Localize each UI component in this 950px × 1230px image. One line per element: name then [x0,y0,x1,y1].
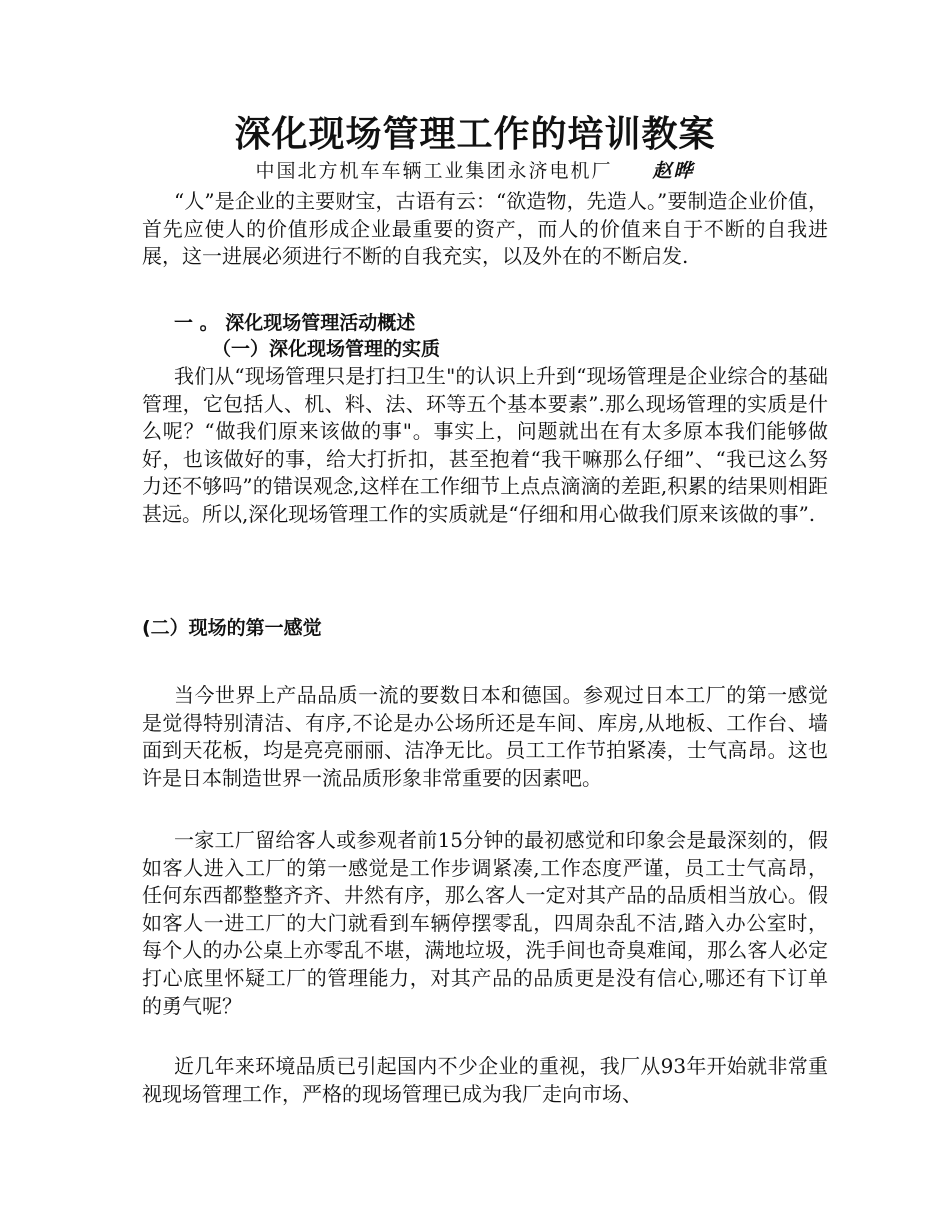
paragraph-recent-years: 近几年来环境品质已引起国内不少企业的重视，我厂从93年开始就非常重视现场管理工作，严格的现场管理已成为我厂走向市场、 [142,1054,828,1106]
section-heading-1: 一 。 深化现场管理活动概述 [174,312,416,334]
intro-paragraph: “人”是企业的主要财宝，古语有云：“欲造物，先造人。”要制造企业价值，首先应使人的价值形成企业最重要的资产，而人的价值来自于不断的自我进展，这一进展必须进行不断的自我充实，以及外在的不断启发. [142,189,828,269]
document-title: 深化现场管理工作的培训教案 [234,113,716,155]
paragraph-essence: 我们从“现场管理只是打扫卫生"的认识上升到“现场管理是企业综合的基础管理，它包括人、机、料、法、环等五个基本要素”.那么现场管理的实质是什么呢？“做我们原来该做的事"。事实上，问题就出在有太多原本我们能够做好，也该做好的事，给大打折扣，甚至抱着“我干嘛那么仔细”、“我已这么努力还不够吗”的错误观念,这样在工作细节上点点滴滴的差距,积累的结果则相距甚远。所以,深化现场管理工作的实质就是“仔细和用心做我们原来该做的事”. [142,364,828,526]
document-subtitle [0,158,950,184]
paragraph-first-15-minutes: 一家工厂留给客人或参观者前15分钟的最初感觉和印象会是最深刻的，假如客人进入工厂的第一感觉是工作步调紧凑,工作态度严谨，员工士气高昂，任何东西都整整齐齐、井然有序，那么客人一定对其产品的品质相当放心。假如客人一进工厂的大门就看到车辆停摆零乱，四周杂乱不洁,踏入办公室时，每个人的办公桌上亦零乱不堪，满地垃圾，洗手间也奇臭难闻，那么客人必定打心底里怀疑工厂的管理能力，对其产品的品质更是没有信心,哪还有下订单的勇气呢？ [142,828,828,1018]
subsection-heading-1: （一）深化现场管理的实质 [212,338,441,360]
author-name: 赵晔 [652,160,695,182]
subsection-heading-2: (二）现场的第一感觉 [142,617,322,639]
organization-name: 中国北方机车车辆工业集团永济电机厂 [255,160,613,182]
paragraph-first-impression: 当今世界上产品品质一流的要数日本和德国。参观过日本工厂的第一感觉是觉得特别清洁、有序,不论是办公场所还是车间、库房,从地板、工作台、墙面到天花板，均是亮亮丽丽、洁净无比。员工工作节拍紧凑，士气高昂。这也许是日本制造世界一流品质形象非常重要的因素吧。 [142,683,828,790]
